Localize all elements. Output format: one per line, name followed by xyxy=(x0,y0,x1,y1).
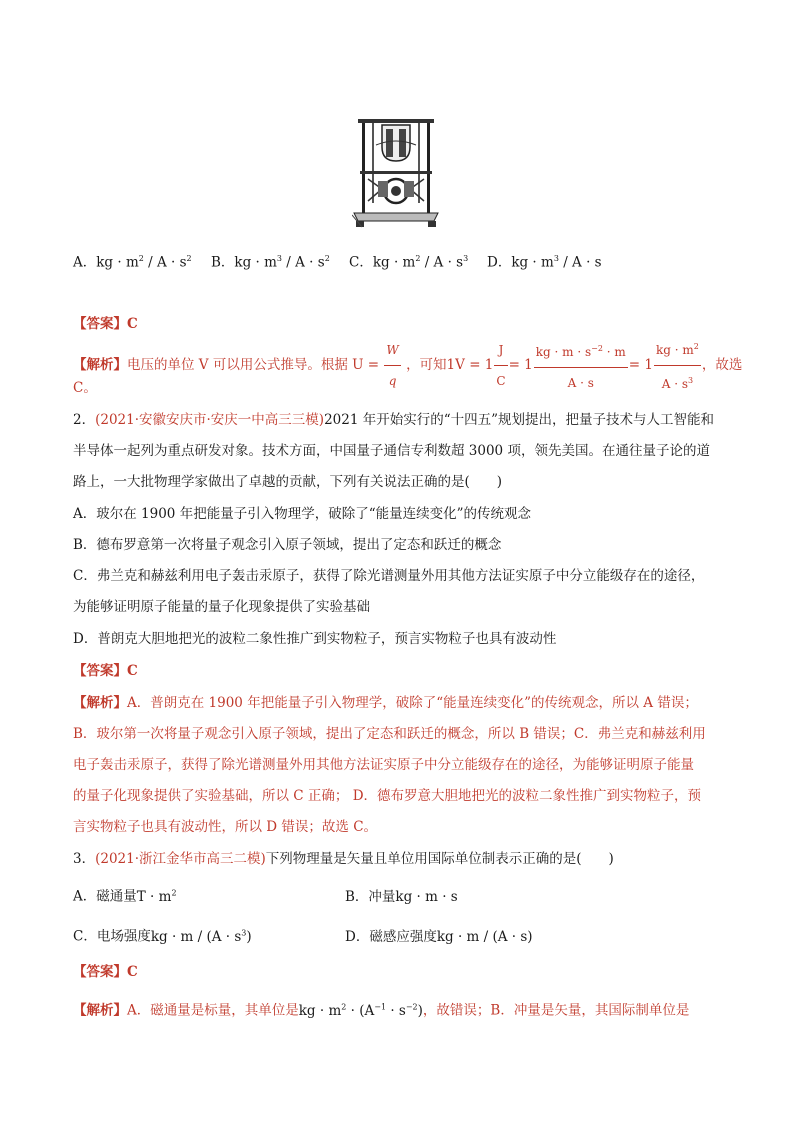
analysis-text: ，故错误；B．冲量是矢量，其国际制单位是 xyxy=(422,1002,690,1019)
answer-value: C xyxy=(127,964,138,980)
question-stem: 下列物理量是矢量且单位用国际单位制表示正确的是( ) xyxy=(265,851,614,867)
q3-options-row-2 xyxy=(73,929,533,944)
q2-option-b: B．德布罗意第一次将量子观念引入原子领域，提出了定态和跃迁的概念 xyxy=(73,537,502,553)
fraction-j-c xyxy=(494,336,507,395)
q2-stem-line-3: 路上，一大批物理学家做出了卓越的贡献，下列有关说法正确的是( ) xyxy=(73,474,503,490)
q2-analysis-5: 言实物粒子也具有波动性，所以 D 错误；故选 C。 xyxy=(73,819,378,835)
q2-stem-line-1 xyxy=(73,414,714,428)
option-label: C．电场强度 xyxy=(73,928,151,945)
q3-answer xyxy=(73,966,138,980)
q2-option-c-cont: 为能够证明原子能量的量子化现象提供了实验基础 xyxy=(73,599,370,615)
q2-analysis-2: B．玻尔第一次将量子观念引入原子领域，提出了定态和跃迁的概念，所以 B 错误；C．弗兰克和赫兹利用 xyxy=(73,726,706,742)
analysis-text: 电压的单位 V 可以用公式推导。根据 xyxy=(127,357,348,373)
q3-analysis-1 xyxy=(73,1003,689,1018)
option-unit: kg · m / (A · s) xyxy=(436,928,533,945)
formula-u: U = xyxy=(352,357,380,373)
q2-option-a: A．玻尔在 1900 年把能量子引入物理学，破除了“能量连续变化”的传统观念 xyxy=(73,506,531,522)
q2-option-c: C．弗兰克和赫兹利用电子轰击汞原子，获得了除光谱测量外用其他方法证实原子中分立能级存在的途径， xyxy=(73,568,705,584)
q3-option-a xyxy=(73,889,345,904)
q3-option-d xyxy=(345,928,533,945)
q2-stem-line-2: 半导体一起列为重点研发对象。技术方面，中国量子通信专利数超 3000 项，领先美国。在通往量子论的道 xyxy=(73,443,710,459)
frac-num: W xyxy=(384,336,400,366)
q1-option-c: C．kg · $m^2 / A \cdot s^3$ xyxy=(349,254,469,271)
frac-num: J xyxy=(494,336,507,366)
answer-tag: 【答案】 xyxy=(73,663,127,679)
analysis-text: A．磁通量是标量，其单位是 xyxy=(127,1002,299,1019)
answer-value: C xyxy=(127,663,138,679)
q1-options xyxy=(73,255,602,270)
analysis-tag: 【解析】 xyxy=(73,695,127,711)
analysis-unit: kg · $m^2 \cdot (A^{-1} \cdot s^{-2})$ xyxy=(298,1002,423,1019)
q1-answer xyxy=(73,318,138,332)
analysis-text: A．普朗克在 1900 年把能量子引入物理学，破除了“能量连续变化”的传统观念，所以 A 错误； xyxy=(127,695,698,711)
q1-analysis-end: C。 xyxy=(73,380,97,396)
q2-analysis-1 xyxy=(73,697,698,711)
q1-option-b: B．kg · $m^3 / A \cdot s^2$ xyxy=(211,254,330,271)
electrical-apparatus-illustration xyxy=(352,117,440,230)
frac-num: kg · $m^2$ xyxy=(654,333,701,366)
option-unit: kg · $m / (A \cdot s^3)$ xyxy=(150,928,252,945)
analysis-tag: 【解析】 xyxy=(73,1002,127,1019)
frac-den: C xyxy=(496,374,506,388)
option-label: D．磁感应强度 xyxy=(345,928,437,945)
answer-tag: 【答案】 xyxy=(73,964,127,980)
question-stem: 2021 年开始实行的“十四五”规划提出，把量子技术与人工智能和 xyxy=(324,412,715,428)
q2-analysis-4: 的量子化现象提供了实验基础，所以 C 正确； D．德布罗意大胆地把光的波粒二象性推广到实物粒子，预 xyxy=(73,788,702,804)
frac-den: q xyxy=(388,374,397,388)
equals: = 1 xyxy=(508,357,533,373)
option-unit: $T \cdot m^2$ xyxy=(136,888,177,905)
frac-num: kg · $m \cdot s^{-2} \cdot m$ xyxy=(534,335,628,368)
analysis-tag: 【解析】 xyxy=(73,357,127,373)
q3-options-row-1 xyxy=(73,889,458,904)
q1-option-d: D．kg · $m^3 / A \cdot s$ xyxy=(487,254,602,271)
q2-option-d: D．普朗克大胆地把光的波粒二象性推广到实物粒子，预言实物粒子也具有波动性 xyxy=(73,631,557,647)
analysis-text: ，故选 xyxy=(701,357,743,373)
q1-option-a: A．kg · $m^2 / A \cdot s^2$ xyxy=(73,254,192,271)
q2-answer xyxy=(73,665,138,679)
option-unit: kg · m · s xyxy=(395,888,458,905)
frac-den: A · s xyxy=(567,375,594,390)
answer-value: C xyxy=(127,316,138,332)
q2-analysis-3: 电子轰击汞原子，获得了除光谱测量外用其他方法证实原子中分立能级存在的途径，为能够证明原子能量 xyxy=(73,757,694,773)
question-number: 2． xyxy=(73,412,96,428)
option-label: A．磁通量 xyxy=(73,888,137,905)
analysis-text: ，可知1V = 1 xyxy=(406,357,494,373)
equals: = 1 xyxy=(628,357,653,373)
option-label: B．冲量 xyxy=(345,888,396,905)
question-source: (2021·安徽安庆市·安庆一中高三三模) xyxy=(95,412,325,428)
fraction-kg-m2 xyxy=(654,333,701,398)
fraction-kg-ms xyxy=(534,335,628,397)
q3-option-c xyxy=(73,929,345,944)
q1-analysis xyxy=(73,333,742,398)
fraction-w-q xyxy=(384,336,400,395)
answer-tag: 【答案】 xyxy=(73,316,127,332)
frac-den: $A \cdot s^3$ xyxy=(661,376,694,391)
question-number: 3． xyxy=(73,851,96,867)
q3-option-b xyxy=(345,888,458,905)
question-source: (2021·浙江金华市高三二模) xyxy=(95,851,266,867)
q3-stem xyxy=(73,853,614,867)
